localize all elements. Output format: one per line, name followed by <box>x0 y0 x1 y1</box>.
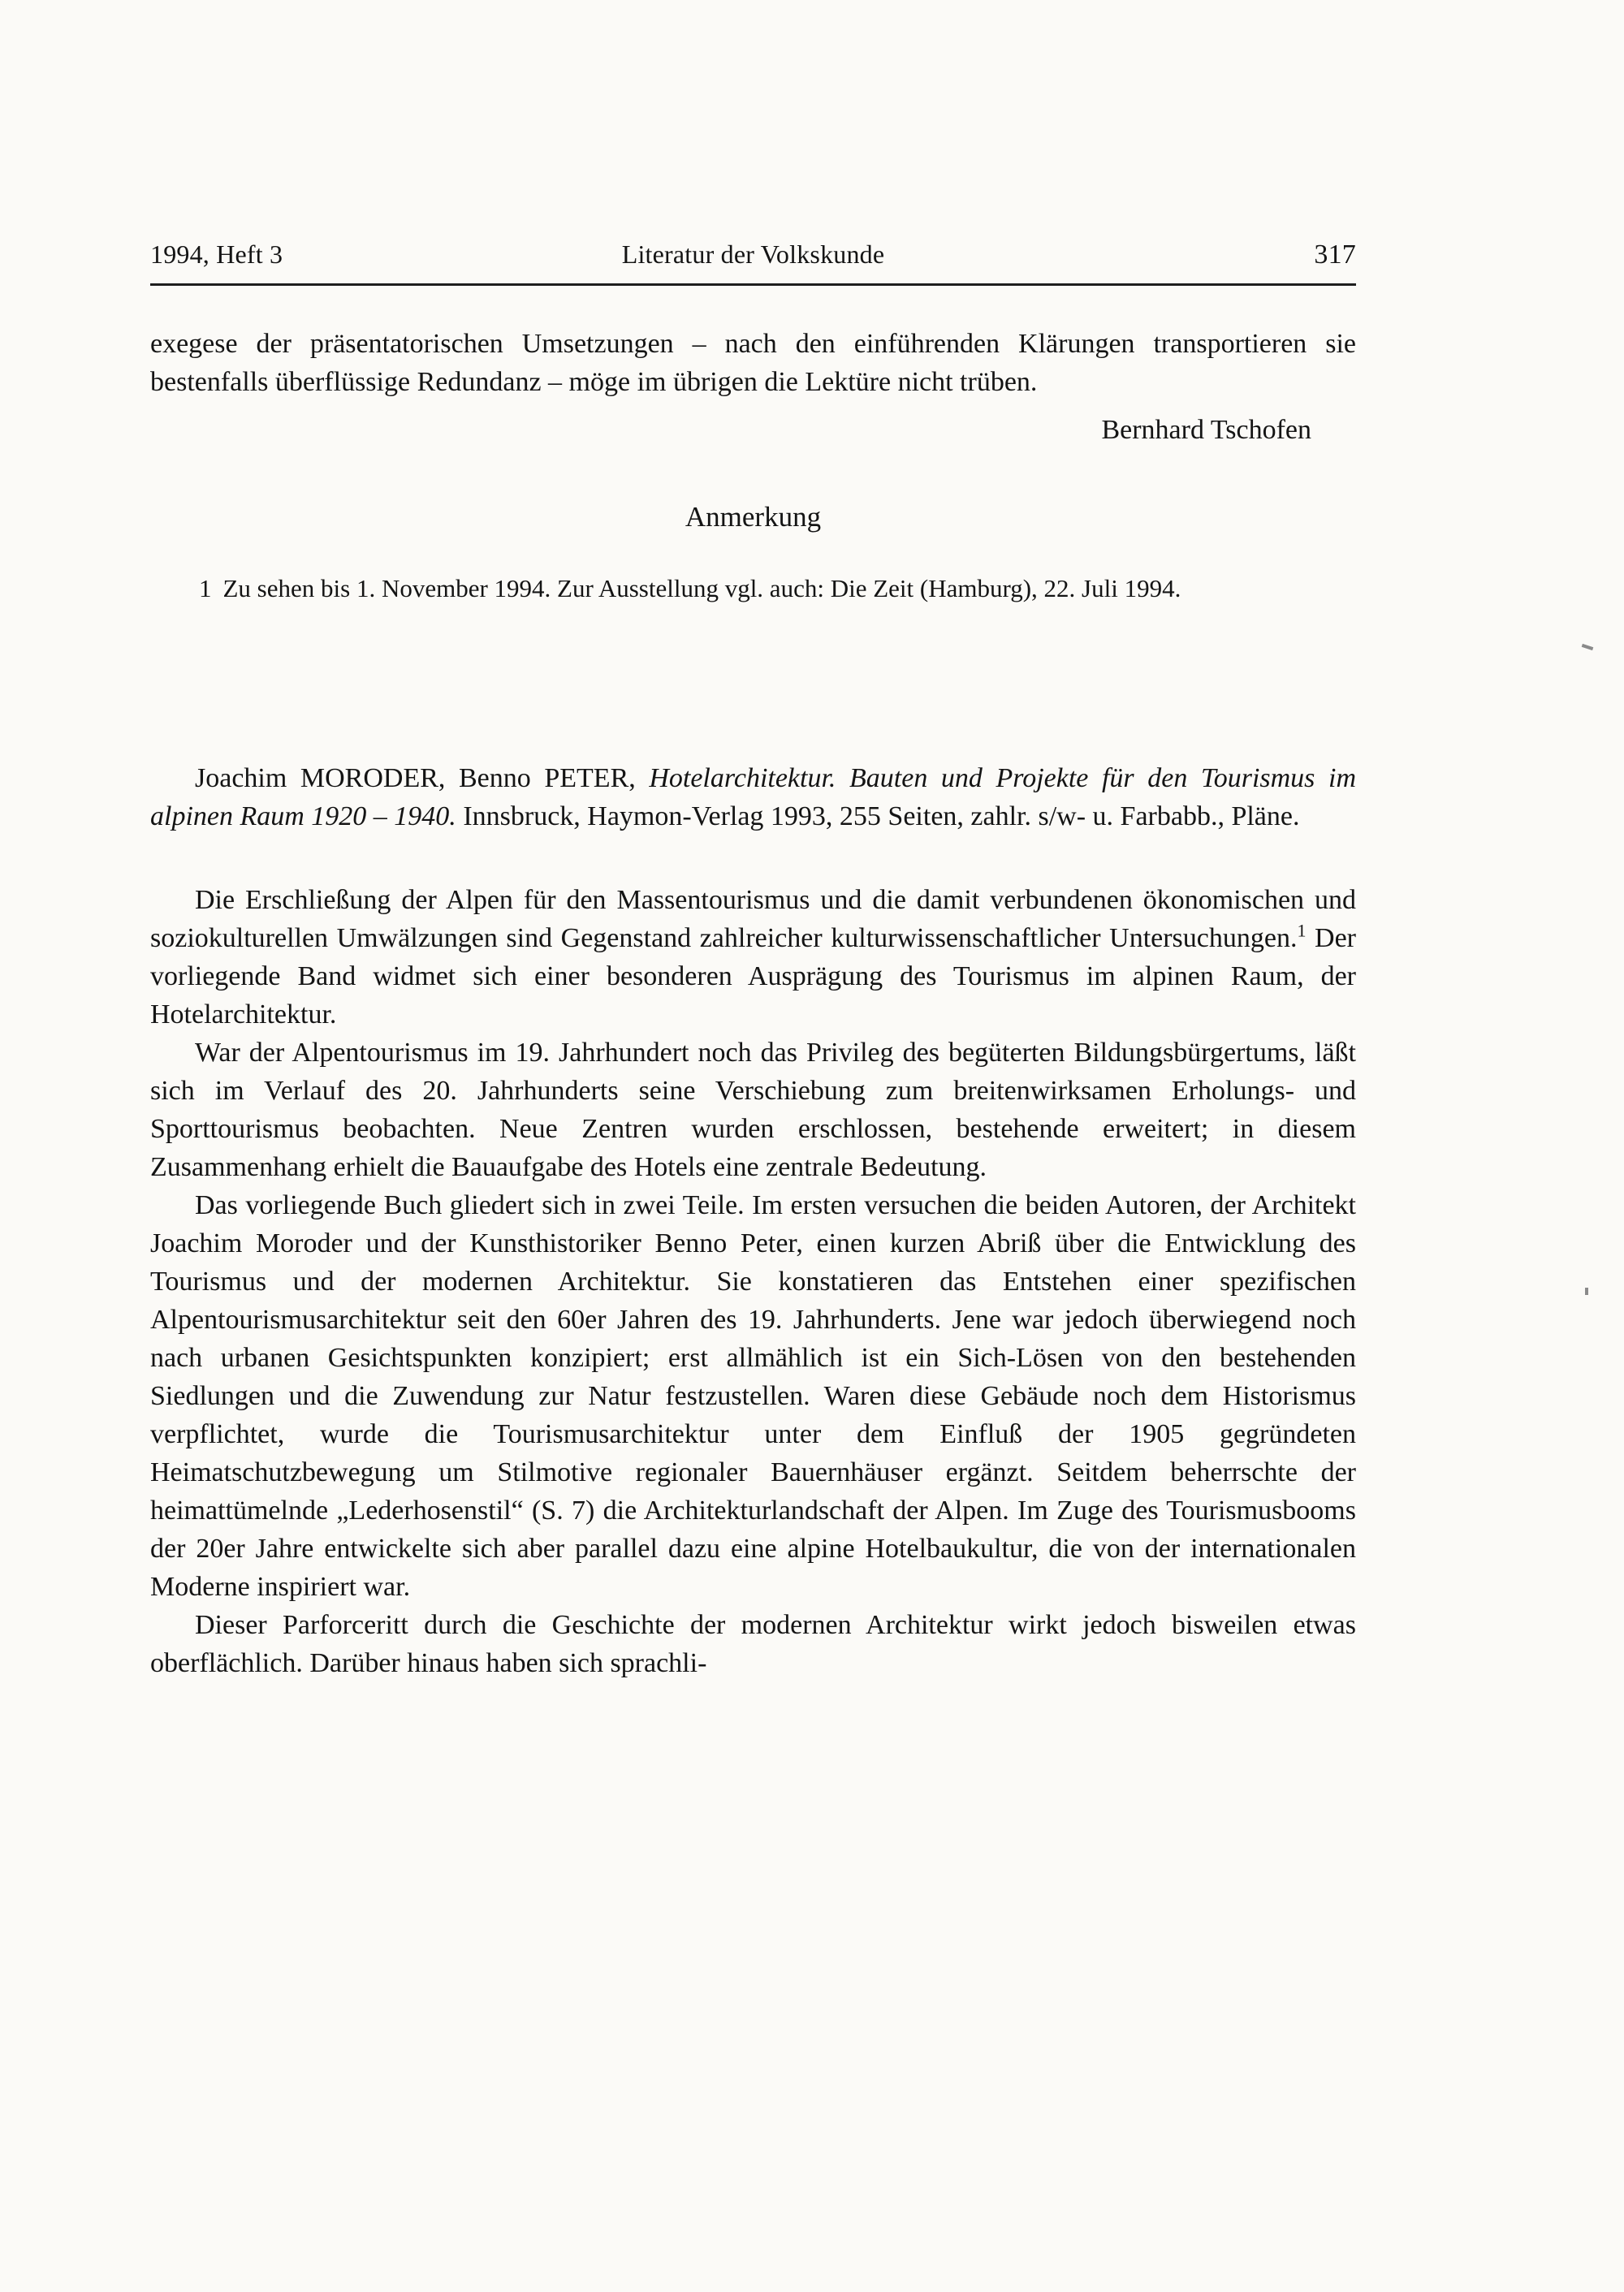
citation-publisher: Innsbruck, Haymon-Verlag 1993, 255 Seiten, zahlr. s/w- u. Farbabb., Pläne. <box>456 801 1300 831</box>
running-head <box>150 240 1356 270</box>
review-paragraph-4: Dieser Parforceritt durch die Geschichte der modernen Architektur wirkt jedoch bisweilen etwas oberflächlich. Darüber hinaus haben sich sprachli- <box>150 1610 1356 1678</box>
issue-label: 1994, Heft 3 <box>150 240 283 269</box>
book-citation <box>150 759 1356 835</box>
scan-artifact <box>1585 1288 1588 1295</box>
footnote-number: 1 <box>199 574 212 602</box>
footnote-reference-1: 1 <box>1297 920 1307 941</box>
citation-book-title: Hotelarchitektur. Bauten und Projekte für den Tourismus im alpinen Raum 1920 – 1940. <box>150 763 1357 831</box>
footnote-1 <box>199 571 1356 606</box>
reviewer-signature: Bernhard Tschofen <box>1101 415 1311 445</box>
page-number: 317 <box>1314 240 1356 270</box>
notes-heading: Anmerkung <box>685 501 822 533</box>
review-end-paragraph: exegese der präsentatorischen Umsetzungen – nach den einführenden Klärungen transportieren sie bestenfalls überflüssige Redundanz – möge im übrigen die Lektüre nicht trüben. <box>150 329 1356 397</box>
section-title: Literatur der Volkskunde <box>621 240 885 269</box>
paragraph-1-text-b: Der vorliegende Band widmet sich einer besonderen Ausprägung des Tourismus im alpinen Raum, der Hotelarchitektur. <box>150 923 1357 1029</box>
paragraph-1-text-a: Die Erschließung der Alpen für den Massentourismus und die damit verbundenen ökonomischen und soziokulturellen Umwälzungen sind Gegenstand zahlreicher kulturwissenschaftlicher Untersuchungen. <box>150 885 1356 953</box>
review-paragraph-3: Das vorliegende Buch gliedert sich in zwei Teile. Im ersten versuchen die beiden Autoren, der Architekt Joachim Moroder und der Kunsthistoriker Benno Peter, einen kurzen Abriß über die Entwicklung des Tourismus und der modernen Architektur. Sie konstatieren das Entstehen einer spezifischen Alpentourismusarchitektur seit den 60er Jahren des 19. Jahrhunderts. Jene war jedoch überwiegend noch nach urbanen Gesichtspunkten konzipiert; erst allmählich ist ein Sich-Lösen von den bestehenden Siedlungen und die Zuwendung zur Natur festzustellen. Waren diese Gebäude noch dem Historismus verpflichtet, wurde die Tourismusarchitektur unter dem Einfluß der 1905 gegründeten Heimatschutzbewegung um Stilmotive regionaler Bauernhäuser ergänzt. Seitdem beherrschte der heimattümelnde „Lederhosenstil“ (S. 7) die Architekturlandschaft der Alpen. Im Zuge des Tourismusbooms der 20er Jahre entwickelte sich aber parallel dazu eine alpine Hotelbaukultur, die von der internationalen Moderne inspiriert war. <box>150 1190 1356 1602</box>
citation-authors: Joachim MORODER, Benno PETER, <box>195 763 650 793</box>
review-paragraph-2: War der Alpentourismus im 19. Jahrhundert noch das Privileg des begüterten Bildungsbürgertums, läßt sich im Verlauf des 20. Jahrhunderts seine Verschiebung zum breitenwirksamen Erholungs- und Sporttourismus beobachten. Neue Zentren wurden erschlossen, bestehende erweitert; in diesem Zusammenhang erhielt die Bauaufgabe des Hotels eine zentrale Bedeutung. <box>150 1038 1356 1182</box>
header-rule <box>150 283 1356 286</box>
footnote-text: Zu sehen bis 1. November 1994. Zur Ausstellung vgl. auch: Die Zeit (Hamburg), 22. Juli 1994. <box>222 574 1181 602</box>
review-paragraph-1 <box>150 881 1356 1034</box>
